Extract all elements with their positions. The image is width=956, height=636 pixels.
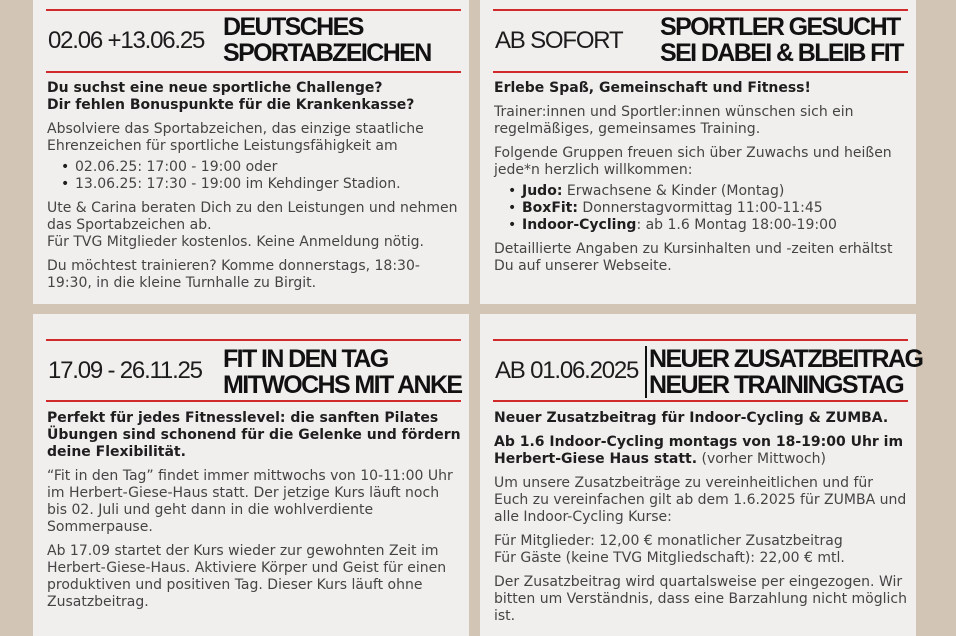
title-line-2: SEI DABEI & BLEIB FIT: [660, 39, 903, 67]
group-name: Indoor-Cycling: [522, 217, 637, 233]
group-name: BoxFit:: [522, 200, 578, 216]
group-detail: Erwachsene & Kinder (Montag): [562, 183, 785, 199]
card-header: [493, 14, 908, 68]
advice-text: [47, 200, 463, 251]
intro-text: Erlebe Spaß, Gemeinschaft und Fitness!: [494, 80, 811, 96]
fee-members: Für Mitglieder: 12,00 € monatlicher Zusatzbeitrag: [494, 533, 843, 549]
card-date: 17.09 - 26.11.25: [48, 357, 202, 384]
groups-intro: Folgende Gruppen freuen sich über Zuwachs und heißen jede*n herzlich willkommen:: [494, 145, 892, 178]
schedule-note: (vorher Mittwoch): [697, 451, 827, 467]
group-list: [504, 183, 910, 234]
card-bottom-rule: [46, 400, 461, 402]
title-line-2: SPORTABZEICHEN: [223, 39, 431, 67]
list-item: • 13.06.25: 17:30 - 19:00 im Kehdinger Stadion.: [57, 176, 463, 193]
list-item: • 02.06.25: 17:00 - 19:00 oder: [57, 159, 463, 176]
card-bottom-rule: [493, 400, 908, 402]
card-sportler-gesucht: [480, 0, 916, 304]
title-line-1: DEUTSCHES: [223, 13, 363, 41]
title-line-1: FIT IN DEN TAG: [223, 345, 388, 373]
website-note: Detaillierte Angaben zu Kursinhalten und -zeiten erhältst Du auf unserer Webseite.: [494, 241, 893, 274]
card-title: [660, 14, 903, 66]
payment-note: Der Zusatzbeitrag wird quartalsweise per eingezogen. Wir bitten um Verständnis, dass eine Barzahlung nicht möglich ist.: [494, 574, 907, 624]
card-title: [223, 14, 431, 66]
card-header: [46, 345, 461, 399]
card-body: [494, 410, 910, 632]
title-line-2: NEUER TRAININGSTAG: [649, 371, 904, 399]
fee-list: [494, 533, 910, 567]
description: Absolviere das Sportabzeichen, das einzige staatliche Ehrenzeichen für sportliche Leistungsfähigkeit am: [47, 121, 424, 154]
list-item: [504, 183, 910, 200]
card-date: 02.06 +13.06.25: [48, 27, 205, 54]
card-zusatzbeitrag: [480, 314, 923, 636]
intro-text: [47, 80, 463, 114]
card-body: [47, 410, 463, 618]
date-list: [57, 159, 463, 193]
group-detail: : ab 1.6 Montag 18:00-19:00: [636, 217, 837, 233]
card-fit-in-den-tag: [33, 314, 469, 636]
card-top-rule: [46, 339, 461, 341]
card-bottom-rule: [493, 71, 908, 73]
card-date: AB 01.06.2025: [495, 357, 639, 384]
intro-text: Neuer Zusatzbeitrag für Indoor-Cycling & ZUMBA.: [494, 410, 889, 426]
card-sportabzeichen: [33, 0, 469, 304]
group-name: Judo:: [522, 183, 563, 199]
card-title: [223, 346, 462, 398]
schedule-change: [494, 434, 910, 468]
intro-line-1: Du suchst eine neue sportliche Challenge?: [47, 80, 383, 96]
card-top-rule: [493, 9, 908, 11]
title-line-2: MITWOCHS MIT ANKE: [223, 371, 462, 399]
card-title: [645, 346, 922, 398]
list-item: [504, 217, 910, 234]
card-body: [47, 80, 463, 299]
title-line-1: SPORTLER GESUCHT: [660, 13, 900, 41]
card-top-rule: [493, 339, 908, 341]
title-line-1: NEUER ZUSATZBEITRAG: [649, 345, 923, 373]
list-item: [504, 200, 910, 217]
training-note: Du möchtest trainieren? Komme donnerstags, 18:30-19:30, in die kleine Turnhalle zu Birgit.: [47, 258, 420, 291]
intro-text: Perfekt für jedes Fitnesslevel: die sanften Pilates Übungen sind schonend für die Gelenke und fördern deine Flexibilität.: [47, 410, 461, 460]
card-top-rule: [46, 9, 461, 11]
schedule-text: Ab 1.6 Indoor-Cycling montags von 18-19:00 Uhr im Herbert-Giese Haus statt.: [494, 434, 904, 467]
card-bottom-rule: [46, 71, 461, 73]
card-date: AB SOFORT: [495, 27, 623, 54]
card-body: [494, 80, 910, 282]
description: “Fit in den Tag” findet immer mittwochs von 10-11:00 Uhr im Herbert-Giese-Haus statt. Der jetzige Kurs läuft noch bis 02. Juli und geht dann in die wohlverdiente Sommerpause.: [47, 468, 453, 535]
description: Um unsere Zusatzbeiträge zu vereinheitlichen und für Euch zu vereinfachen gilt ab dem 1.6.2025 für ZUMBA und alle Indoor-Cycling Kurse:: [494, 475, 907, 525]
advice-line: Ute & Carina beraten Dich zu den Leistungen und nehmen das Sportabzeichen ab.: [47, 200, 458, 233]
intro-line-2: Dir fehlen Bonuspunkte für die Krankenkasse?: [47, 97, 415, 113]
description: Trainer:innen und Sportler:innen wünschen sich ein regelmäßiges, gemeinsames Training.: [494, 104, 854, 137]
fee-guests: Für Gäste (keine TVG Mitgliedschaft): 22,00 € mtl.: [494, 550, 845, 566]
group-detail: Donnerstagvormittag 11:00-11:45: [577, 200, 823, 216]
fee-note: Für TVG Mitglieder kostenlos. Keine Anmeldung nötig.: [47, 234, 424, 250]
card-header: [46, 14, 461, 68]
restart-note: Ab 17.09 startet der Kurs wieder zur gewohnten Zeit im Herbert-Giese-Haus. Aktiviere Körper und Geist für einen produktiven und positiven Tag. Dieser Kurs läuft ohne Zusatzbeitrag.: [47, 543, 447, 610]
card-header: [493, 345, 923, 399]
